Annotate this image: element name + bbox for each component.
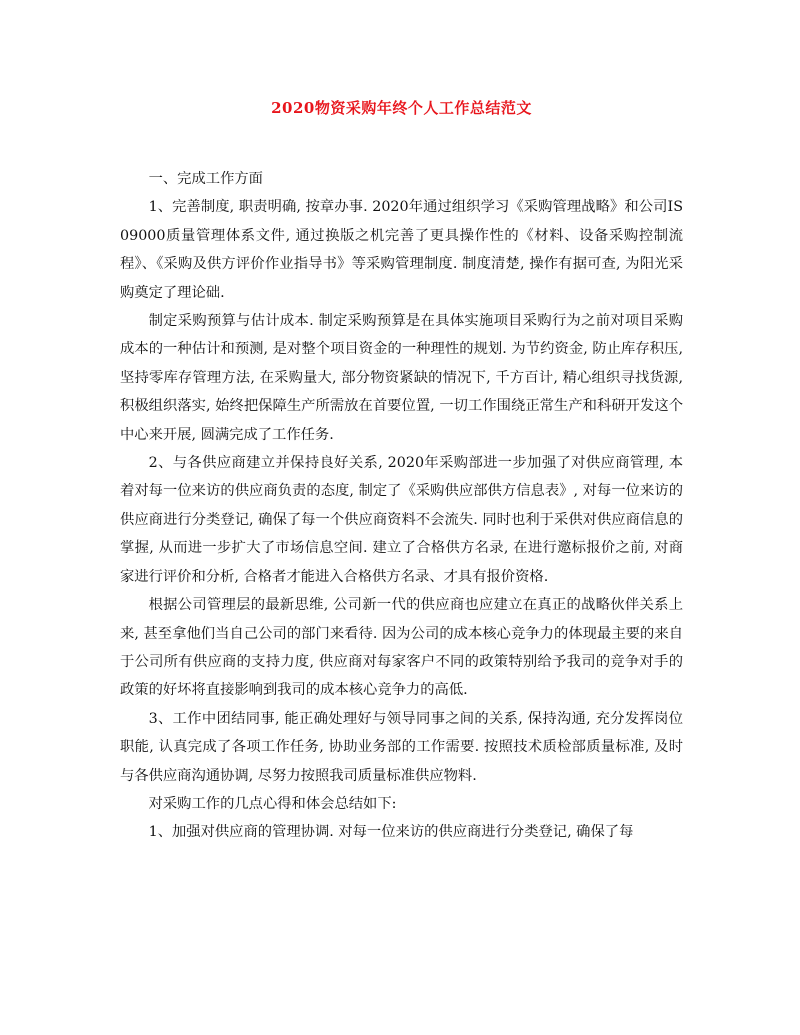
section-heading: 一、完成工作方面	[148, 171, 263, 187]
document-title: 2020物资采购年终个人工作总结范文	[271, 99, 532, 117]
paragraph: 制定采购预算与估计成本. 制定采购预算是在具体实施项目采购行为之前对项目采购成本的一种估计和预测, 是对整个项目资金的一种理性的规划. 为节约资金, 防止库存积压, 坚持零库存管理方法, 在采购量大, 部分物资紧缺的情况下, 千方百计, 精心组织寻找货源, 积极组织落实, 始终把保障生产所需放在首要位置, 一切工作围绕正常生产和科研开发这个中心来开展, 圆满完成了工作任务.	[120, 313, 683, 443]
paragraph: 对采购工作的几点心得和体会总结如下:	[148, 795, 397, 812]
paragraph: 2、与各供应商建立并保持良好关系, 2020年采购部进一步加强了对供应商管理, 本着对每一位来访的供应商负责的态度, 制定了《采购供应部供方信息表》, 对每一位来访的供应商进行分类登记, 确保了每一个供应商资料不会流失. 同时也利于采供对供应商信息的掌握, 从而进一步扩大了市场信息空间. 建立了合格供方名录, 在进行邀标报价之前, 对商家进行评价和分析, 合格者才能进入合格供方名录、才具有报价资格.	[120, 455, 683, 585]
paragraph: 1、完善制度, 职责明确, 按章办事. 2020年通过组织学习《采购管理战略》和公司IS09000质量管理体系文件, 通过换版之机完善了更具操作性的《材料、设备采购控制流程》、《采购及供方评价作业指导书》等采购管理制度. 制度清楚, 操作有据可查, 为阳光采购奠定了理论础.	[120, 199, 683, 301]
document-page	[120, 96, 683, 847]
paragraph: 1、加强对供应商的管理协调. 对每一位来访的供应商进行分类登记, 确保了每	[148, 824, 634, 841]
paragraph: 3、工作中团结同事, 能正确处理好与领导同事之间的关系, 保持沟通, 充分发挥岗位职能, 认真完成了各项工作任务, 协助业务部的工作需要. 按照技术质检部质量标准, 及时与各供应商沟通协调, 尽努力按照我司质量标准供应物料.	[120, 710, 683, 784]
paragraph: 根据公司管理层的最新思维, 公司新一代的供应商也应建立在真正的战略伙伴关系上来, 甚至拿他们当自己公司的部门来看待. 因为公司的成本核心竞争力的体现最主要的来自于公司所有供应商的支持力度, 供应商对每家客户不同的政策特别给予我司的竞争对手的政策的好坏将直接影响到我司的成本核心竞争力的高低.	[120, 597, 683, 699]
